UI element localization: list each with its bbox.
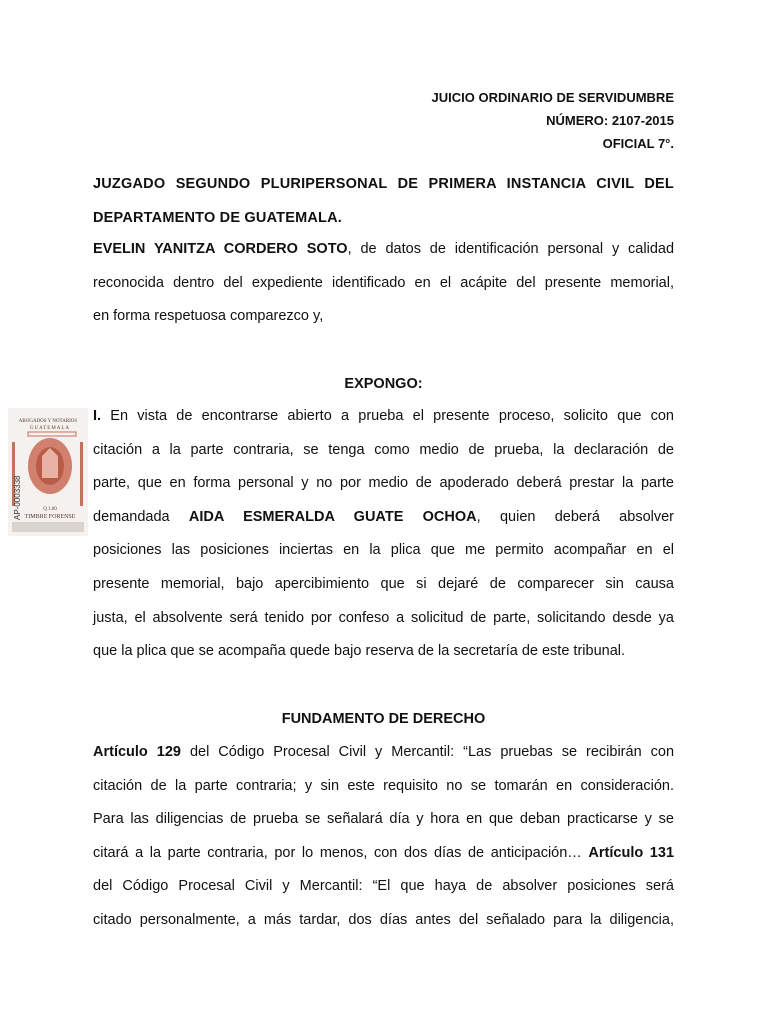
section-heading-expongo: EXPONGO: — [344, 376, 423, 392]
paragraph-line: EVELIN YANITZA CORDERO SOTO, de datos de identificación personal y calidad — [93, 241, 675, 257]
intro-paragraph — [93, 233, 674, 334]
paragraph-line: I. En vista de encontrarse abierto a prueba el presente proceso, solicito que con — [93, 408, 674, 424]
paragraph-line: posiciones las posiciones inciertas en la plica que me permito acompañar en el — [93, 542, 674, 559]
paragraph-line: reconocida dentro del expediente identificado en el acápite del presente memorial, — [93, 274, 674, 291]
stamp-right-border — [80, 442, 83, 506]
paragraph-line: del Código Procesal Civil y Mercantil: “El que haya de absolver posiciones será — [93, 878, 674, 895]
paragraph-line: justa, el absolvente será tenido por confeso a solicitud de parte, solicitando desde ya — [93, 609, 674, 626]
stamp-country: GUATEMALA — [29, 426, 71, 431]
paragraph-line: que la plica que se acompaña quede bajo reserva de la secretaría de este tribunal. — [93, 643, 626, 660]
expongo-paragraph — [93, 400, 674, 669]
fundamento-paragraph — [93, 736, 674, 938]
defendant-name: AIDA ESMERALDA GUATE OCHOA — [188, 508, 477, 525]
paragraph-line: citado personalmente, a más tardar, dos días antes del señalado para la diligencia, — [93, 911, 674, 928]
paragraph-line: demandada AIDA ESMERALDA GUATE OCHOA, quien deberá absolver — [93, 508, 674, 525]
paragraph-line: presente memorial, bajo apercibimiento que si dejaré de comparecer sin causa — [93, 575, 674, 592]
stamp-footer — [12, 522, 84, 532]
paragraph-line: parte, que en forma personal y no por medio de apoderado deberá prestar la parte — [93, 475, 674, 492]
stamp-top-text: ABOGADOS Y NOTARIOS — [18, 419, 78, 424]
court-title-line: JUZGADO SEGUNDO PLURIPERSONAL DE PRIMERA INSTANCIA CIVIL DEL — [93, 176, 674, 192]
paragraph-line: citación de la parte contraria; y sin este requisito no se tomarán en consideración. — [93, 777, 674, 794]
paragraph-line: Para las diligencias de prueba se señalará día y hora en que deban practicarse y se — [93, 811, 674, 828]
case-type: JUICIO ORDINARIO DE SERVIDUMBRE — [431, 90, 674, 105]
tax-stamp-icon — [8, 408, 88, 536]
article-131: Artículo 131 — [588, 844, 675, 861]
petitioner-name: EVELIN YANITZA CORDERO SOTO — [93, 241, 348, 257]
paragraph-line: citación a la parte contraria, se tenga como medio de prueba, la declaración de — [93, 441, 674, 458]
paragraph-line: Artículo 129 del Código Procesal Civil y Mercantil: “Las pruebas se recibirán con — [93, 744, 675, 760]
stamp-serial: AP-0003338 — [13, 475, 22, 520]
paragraph-line: citará a la parte contraria, por lo menos, con dos días de anticipación… Artículo 131 — [93, 844, 675, 861]
court-title — [93, 168, 674, 235]
case-number: NÚMERO: 2107-2015 — [546, 113, 674, 128]
section-heading-fundamento: FUNDAMENTO DE DERECHO — [281, 711, 486, 727]
numeral: I. — [93, 408, 102, 424]
stamp-label: TIMBRE FORENSE — [24, 514, 76, 520]
case-officer: OFICIAL 7°. — [602, 136, 674, 151]
stamp-value: Q 1.00 — [43, 507, 57, 512]
court-title-line: DEPARTAMENTO DE GUATEMALA. — [93, 209, 343, 226]
case-header — [432, 86, 674, 155]
article-129: Artículo 129 — [93, 744, 181, 760]
paragraph-line: en forma respetuosa comparezco y, — [93, 308, 324, 325]
